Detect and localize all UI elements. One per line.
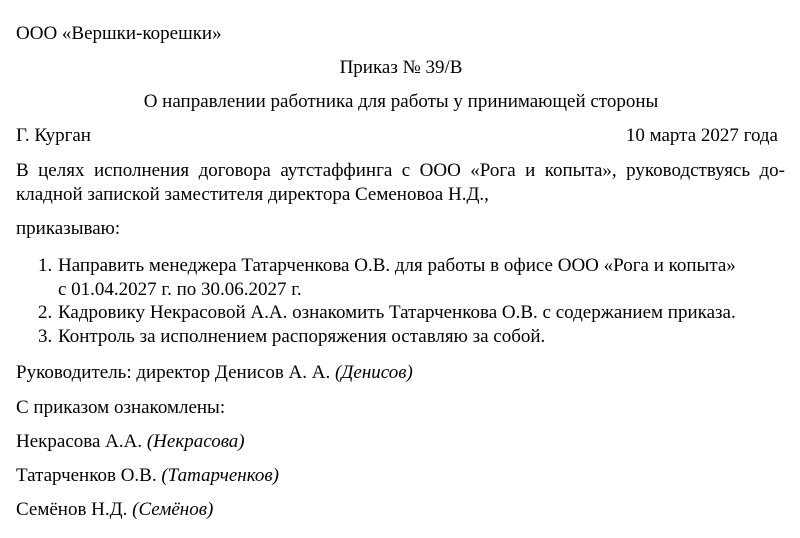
order-title: Приказ № 39/В (339, 57, 463, 78)
acquainted-person-2 (16, 464, 279, 488)
order-date: 10 марта 2027 года (625, 125, 778, 146)
preamble-line-2: кладной запиской заместителя директора Семеновоа Н.Д., (16, 184, 489, 205)
preamble-line-1 (16, 159, 785, 183)
acquainted-person-1 (16, 430, 245, 454)
list-item-1 (38, 254, 786, 278)
list-item-3 (38, 325, 786, 349)
list-item-1-continuation: с 01.04.2027 г. по 30.06.2027 г. (58, 279, 302, 300)
list-item-3-number: 3. (38, 326, 53, 347)
head-signature: (Денисов) (334, 362, 413, 383)
person-2-name: Татарченков О.В. (16, 465, 157, 486)
person-1-name: Некрасова А.А. (16, 431, 143, 452)
order-subject: О направлении работника для работы у принимающей стороны (143, 91, 659, 112)
list-item-2 (38, 301, 786, 325)
preamble-line-1-text: В целях исполнения договора аутстаффинга с ООО «Рога и копыта», руководствуясь до- (16, 160, 785, 181)
head-label: Руководитель: директор Денисов А. А. (16, 362, 331, 383)
head-signature-line (16, 361, 413, 385)
person-1-signature: (Некрасова) (146, 431, 245, 452)
organization-name: ООО «Вершки-корешки» (16, 23, 222, 44)
order-city: Г. Курган (16, 125, 91, 146)
list-item-2-number: 2. (38, 302, 53, 323)
list-item-3-text: Контроль за исполнением распоряжения оставляю за собой. (58, 326, 546, 347)
order-document (16, 0, 786, 538)
list-item-2-text: Кадровику Некрасовой А.А. ознакомить Татарченкова О.В. с содержанием приказа. (58, 302, 736, 323)
person-2-signature: (Татарченков) (161, 465, 279, 486)
acquainted-person-3 (16, 498, 213, 522)
acquainted-label: С приказом ознакомлены: (16, 397, 226, 418)
person-3-signature: (Семёнов) (132, 499, 214, 520)
list-item-1-number: 1. (38, 255, 53, 276)
person-3-name: Семёнов Н.Д. (16, 499, 128, 520)
list-item-1-text: Направить менеджера Татарченкова О.В. для работы в офисе ООО «Рога и копыта» (58, 255, 736, 276)
order-word: приказываю: (16, 218, 121, 239)
